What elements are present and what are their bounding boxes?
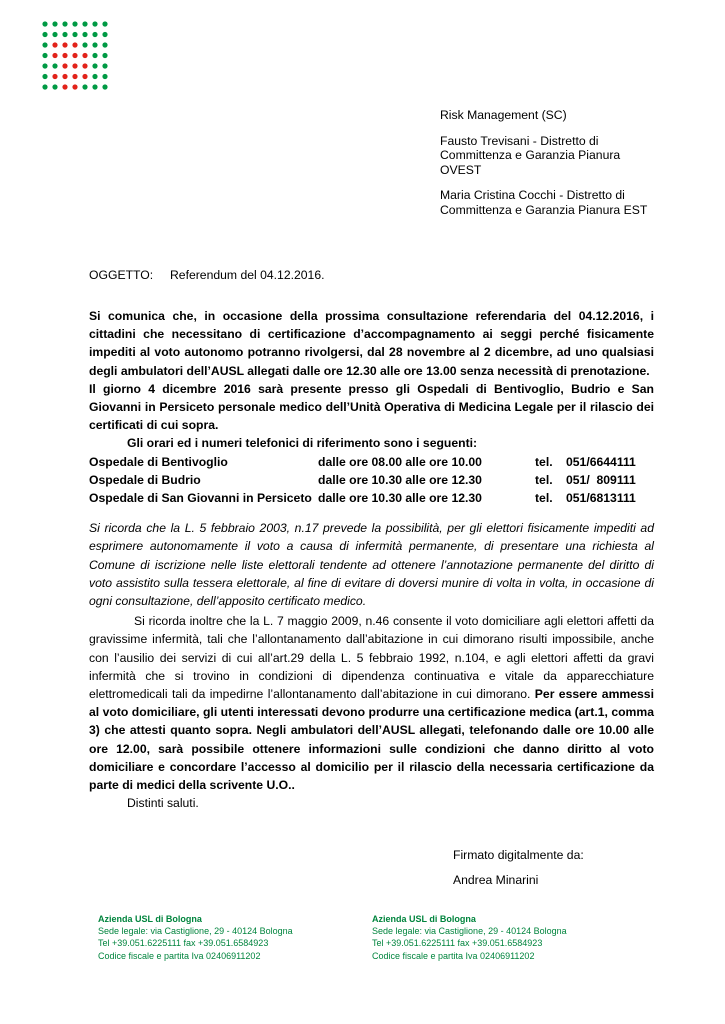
tel-label: tel. <box>535 472 553 487</box>
hospital-name: Ospedale di Bentivoglio <box>89 454 228 469</box>
signature-name: Andrea Minarini <box>453 873 539 887</box>
tel-label: tel. <box>535 454 553 469</box>
paragraph-hospital-presence: Il giorno 4 dicembre 2016 sarà presente presso gli Ospedali di Bentivoglio, Budrio e San Giovanni in Persiceto personale medico dell’Unità Operativa di Medicina Legale per il rilascio dei certificati di cui sopra. <box>89 381 654 433</box>
table-row <box>89 471 654 489</box>
table-row <box>89 489 654 507</box>
recipient-fausto-trevisani: Fausto Trevisani - Distretto di Committenza e Garanzia Pianura OVEST <box>440 133 621 177</box>
footer-tax-code: Codice fiscale e partita Iva 02406911202 <box>372 950 535 961</box>
footer-phone: Tel +39.051.6225111 fax +39.051.6584923 <box>98 938 269 949</box>
subject-line <box>89 268 325 282</box>
hospital-name: Ospedale di San Giovanni in Persiceto <box>89 491 312 505</box>
tel-label: tel. <box>535 491 553 505</box>
closing-greeting: Distinti saluti. <box>127 796 199 811</box>
subject-text: Referendum del 04.12.2016. <box>170 268 325 282</box>
paragraph-home-voting-bold: Per essere ammessi al voto domiciliare, gli utenti interessati devono produrre una certificazione medica (art.1, comma 3) che attesti quanto sopra. Negli ambulatori dell’AUSL allegati, telefonando dalle ore 10.00 alle ore 12.00, sarà possibile ottenere informazioni sulle condizioni che danno diritto al voto domiciliare e concordare l’accesso al domicilio per il rilascio della necessaria certificazione da parte di medici della scrivente U.O.. <box>89 687 654 793</box>
ausl-bologna-logo-icon <box>41 20 111 92</box>
footer-left <box>98 913 293 962</box>
paragraph-law-2003: Si ricorda che la L. 5 febbraio 2003, n.17 prevede la possibilità, per gli elettori fisicamente impediti ad esprimere autonomamente il voto a causa di infermità permanente, di presentare una richiesta al Comune di iscrizione nelle liste elettorali tendente ad ottenere l’annotazione permanente del diritto di voto assistito sulla tessera elettorale, al fine di evitare di doversi munire di volta in volta, in occasione di ogni consultazione, dell’apposito certificato medico. <box>89 521 654 608</box>
paragraph-law-2009 <box>89 612 654 794</box>
hospital-hours: dalle ore 10.30 alle ore 12.30 <box>318 491 482 505</box>
hospital-phone: 051/6813111 <box>566 491 636 505</box>
recipients-block <box>440 108 700 228</box>
subject-label: OGGETTO: <box>89 268 154 282</box>
footer-tax-code: Codice fiscale e partita Iva 02406911202 <box>98 950 261 961</box>
hospital-hours: dalle ore 08.00 alle ore 10.00 <box>318 454 482 469</box>
footer-company-name: Azienda USL di Bologna <box>372 914 476 924</box>
hospital-phone: 051/6644111 <box>566 454 636 469</box>
table-row <box>89 453 654 471</box>
footer-right <box>372 913 567 962</box>
hospital-table <box>89 453 654 508</box>
signature-block <box>453 843 584 893</box>
table-intro: Gli orari ed i numeri telefonici di riferimento sono i seguenti: <box>127 436 478 451</box>
hospital-hours: dalle ore 10.30 alle ore 12.30 <box>318 472 482 487</box>
paragraph-law-2009-text: Si ricorda inoltre che la L. 7 maggio 2009, n.46 consente il voto domiciliare agli elettori affetti da gravissime infermità, tali che l’allontanamento dall’abitazione in cui dimorano risulti impossibile, anche con l’ausilio dei servizi di cui all’art.29 della L. 5 febbraio 1992, n.104, e agli elettori affetti da gravi infermità che si trovino in condizioni di dipendenza continuativa e vitale da apparecchiature elettromedicali tali da impedirne l’allontanamento dall’abitazione in cui dimorano. <box>89 614 654 702</box>
footer-address: Sede legale: via Castiglione, 29 - 40124 Bologna <box>372 926 567 937</box>
footer-company-name: Azienda USL di Bologna <box>98 914 202 924</box>
recipient-risk-management: Risk Management (SC) <box>440 108 567 122</box>
hospital-name: Ospedale di Budrio <box>89 472 201 487</box>
hospital-phone: 051/ 809111 <box>566 472 636 487</box>
paragraph-certification-notice: Si comunica che, in occasione della prossima consultazione referendaria del 04.12.2016, i cittadini che necessitano di certificazione d’accompagnamento ai seggi perché fisicamente impediti al voto autonomo potranno rivolgersi, dal 28 novembre al 2 dicembre, ad uno qualsiasi degli ambulatori dell’AUSL allegati dalle ore 12.30 alle ore 13.00 senza necessità di prenotazione. <box>89 309 654 378</box>
recipient-maria-cristina-cocchi: Maria Cristina Cocchi - Distretto di Committenza e Garanzia Pianura EST <box>440 188 648 217</box>
footer-address: Sede legale: via Castiglione, 29 - 40124 Bologna <box>98 926 293 937</box>
footer-phone: Tel +39.051.6225111 fax +39.051.6584923 <box>372 938 543 949</box>
letter-body <box>89 307 654 812</box>
signature-label: Firmato digitalmente da: <box>453 848 584 862</box>
